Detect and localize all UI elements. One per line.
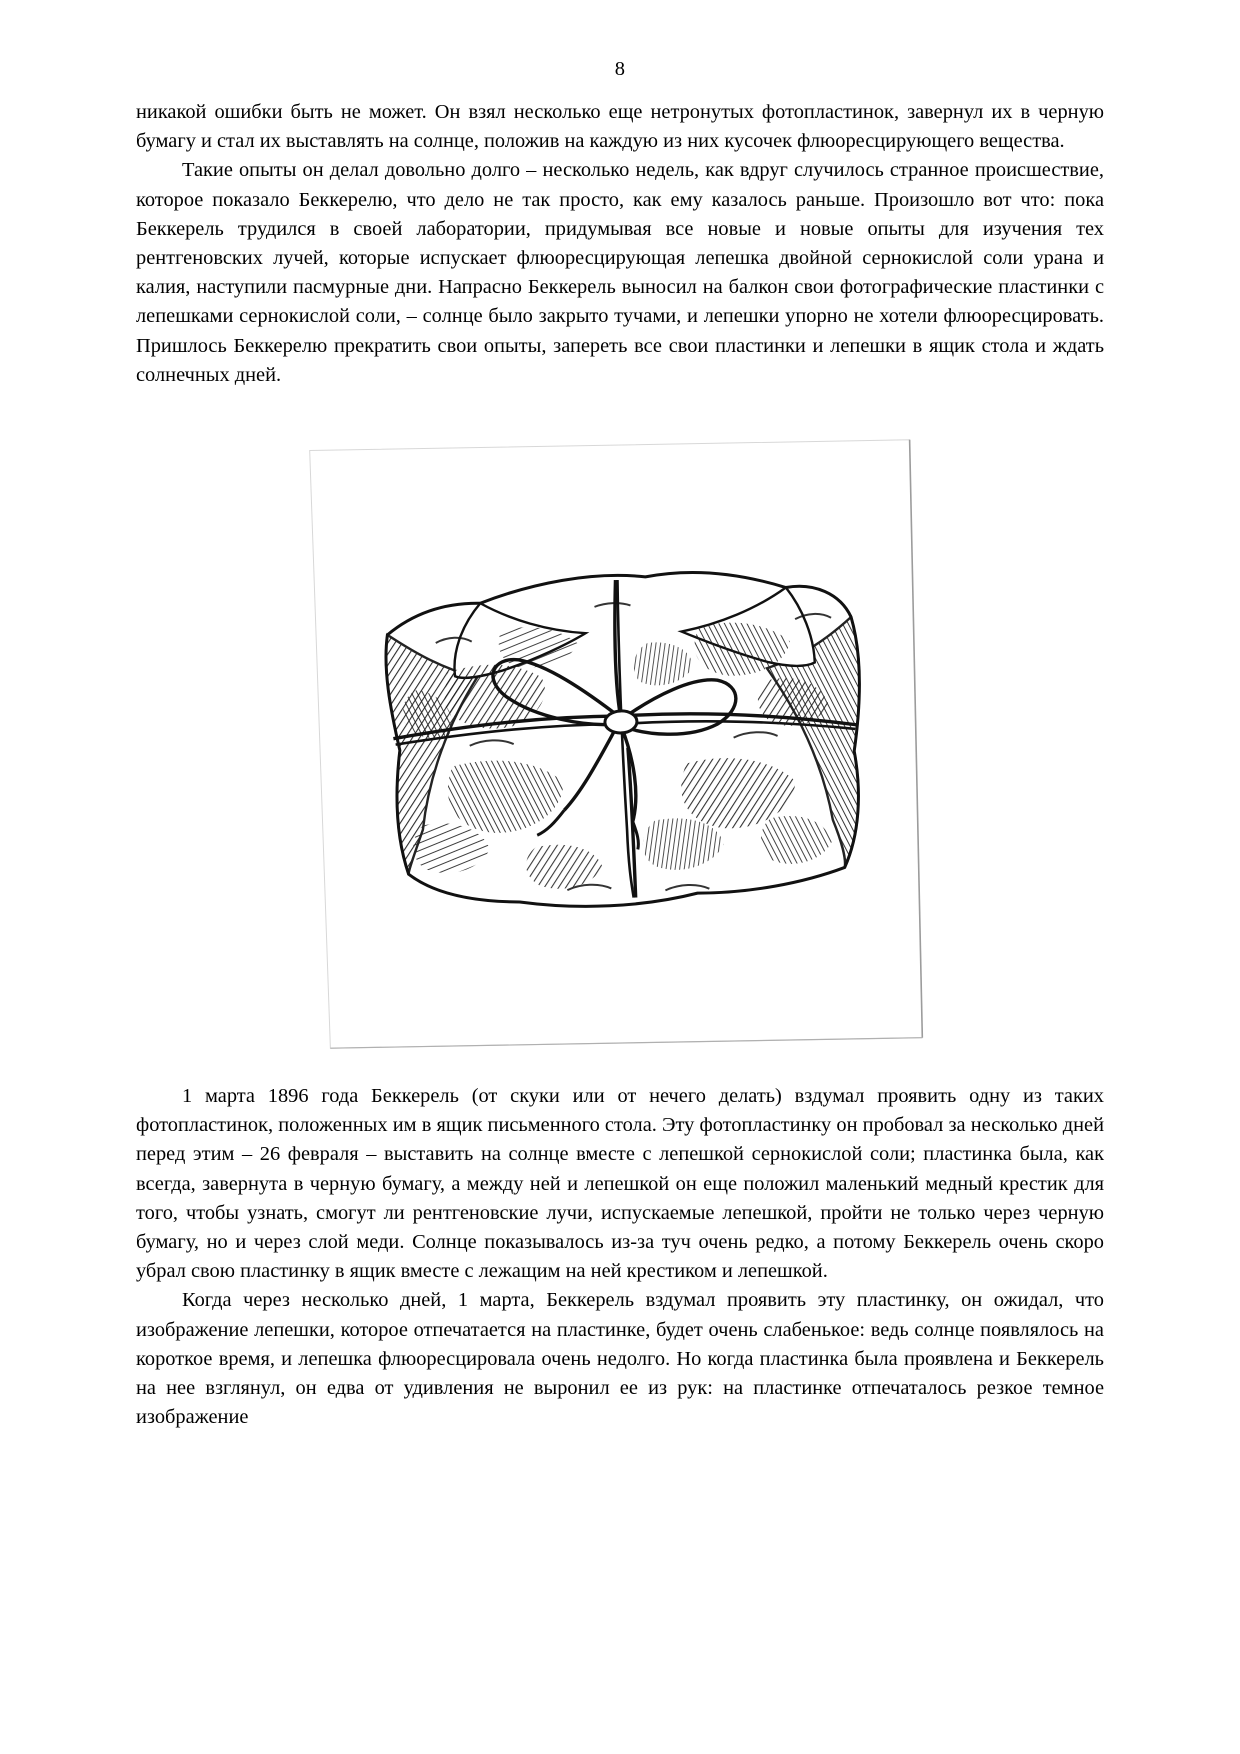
page-number: 8 <box>614 58 626 80</box>
illustration-canvas <box>300 430 940 1058</box>
paragraph-3: 1 марта 1896 года Беккерель (от скуки или от нечего делать) вздумал проявить одну из таких фотопластинок, положенных им в ящик письменного стола. Эту фотопластинку он пробовал за несколько дней перед этим – 26 февраля – выставить на солнце вместе с лепешкой сернокислой соли; пластинка была, как всегда, завернута в черную бумагу, а между ней и лепешкой он еще положил маленький медный крестик для того, чтобы узнать, смогут ли рентгеновские лучи, испускаемые лепешкой, пройти не только через черную бумагу, но и через слой меди. Солнце показывалось из-за туч очень редко, а потому Беккерель очень скоро убрал свою пластинку в ящик вместе с лежащим на ней крестиком и лепешкой. <box>136 1085 1104 1283</box>
wrapped-package-illustration <box>136 422 1104 1072</box>
page-content <box>136 98 1104 1432</box>
paragraph-4: Когда через несколько дней, 1 марта, Беккерель вздумал проявить эту пластинку, он ожидал, что изображение лепешки, которое отпечатается на пластинке, будет очень слабенькое: ведь солнце появлялось на короткое время, и лепешка флюоресцировала очень недолго. Но когда пластинка была проявлена и Беккерель на нее взглянул, он едва от удивления не выронил ее из рук: на пластинке отпечаталось резкое темное изображение <box>136 1289 1104 1429</box>
paragraph-2: Такие опыты он делал довольно долго – несколько недель, как вдруг случилось странное происшествие, которое показало Беккерелю, что дело не так просто, как ему казалось раньше. Произошло вот что: пока Беккерель трудился в своей лаборатории, придумывая все новые и новые опыты для изучения тех рентгеновских лучей, которые испускает флюоресцирующая лепешка двойной сернокислой соли урана и калия, наступили пасмурные дни. Напрасно Беккерель выносил на балкон свои фотографические пластинки с лепешками сернокислой соли, – солнце было закрыто тучами, и лепешки упорно не хотели флюоресцировать. Пришлось Беккерелю прекратить свои опыты, запереть все свои пластинки и лепешки в ящик стола и ждать солнечных дней. <box>136 159 1104 386</box>
paragraph-1: никакой ошибки быть не может. Он взял несколько еще нетронутых фотопластинок, завернул их в черную бумагу и стал их выставлять на солнце, положив на каждую из них кусочек флюоресцирующего вещества. <box>136 101 1104 153</box>
